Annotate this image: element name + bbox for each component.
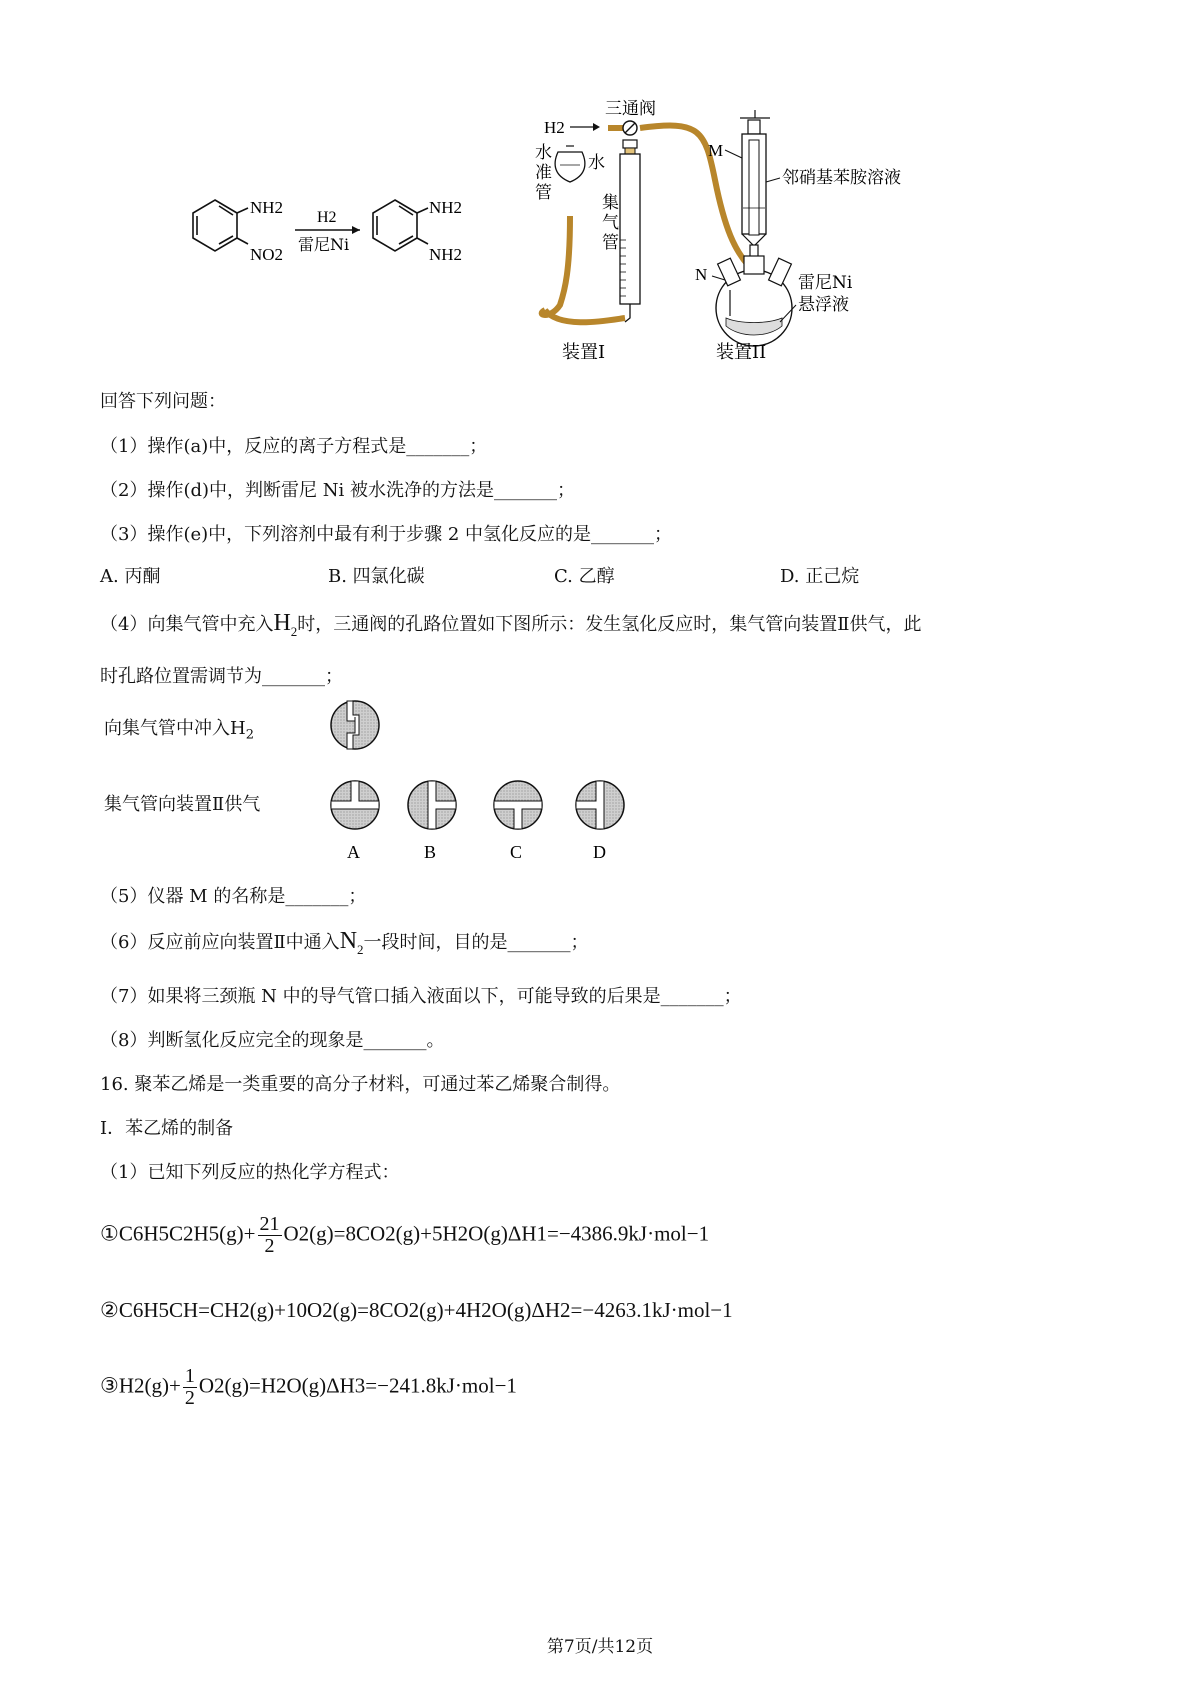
question-8: （8）判断氢化反应完全的现象是_______。 bbox=[100, 1030, 445, 1051]
device2-label: 装置II bbox=[716, 342, 767, 363]
reagent-h2: H2 bbox=[317, 209, 337, 226]
product-nh2-top: NH2 bbox=[429, 198, 463, 217]
eq1-number: ① bbox=[100, 1221, 119, 1246]
raney-label-1: 雷尼Ni bbox=[798, 273, 853, 293]
gas-tube-label-3: 管 bbox=[602, 233, 619, 253]
valve-label-c: C bbox=[510, 842, 523, 862]
m-label: M bbox=[708, 141, 724, 160]
sub-question-1: （1）已知下列反应的热化学方程式： bbox=[100, 1162, 400, 1183]
valve-row1-label: 向集气管中冲入$H_2$ bbox=[104, 718, 254, 743]
valve-label: 三通阀 bbox=[605, 99, 656, 119]
water-tube-label-2: 准 bbox=[535, 163, 552, 183]
equation-1 bbox=[100, 1214, 709, 1257]
part-1-heading: I．苯乙烯的制备 bbox=[100, 1118, 234, 1139]
valve-diagrams bbox=[320, 695, 650, 875]
product-nh2-bottom: NH2 bbox=[429, 245, 463, 264]
question-6 bbox=[100, 928, 589, 958]
valve-label-a: A bbox=[347, 842, 360, 862]
question-4 bbox=[100, 610, 922, 640]
reactant-benzene-ring bbox=[193, 200, 248, 251]
intro-text: 回答下列问题： bbox=[100, 391, 226, 412]
equation-2 bbox=[100, 1298, 733, 1323]
n-label: N bbox=[695, 265, 708, 284]
apparatus-diagram bbox=[530, 90, 950, 375]
product-benzene-ring bbox=[373, 200, 428, 251]
tubing-right bbox=[640, 126, 748, 265]
tubing-left bbox=[542, 216, 570, 315]
valve-label-d: D bbox=[593, 842, 606, 862]
page-footer: 第7页/共12页 bbox=[546, 1637, 654, 1657]
equation-3 bbox=[100, 1366, 517, 1409]
eq3-number: ③ bbox=[100, 1373, 119, 1398]
q6-part-b: 一段时间，目的是_______； bbox=[363, 932, 589, 953]
question-3: （3）操作(e)中，下列溶剂中最有利于步骤 2 中氢化反应的是_______； bbox=[100, 524, 673, 545]
question-1: （1）操作(a)中，反应的离子方程式是_______； bbox=[100, 436, 488, 457]
eq1-right: O2(g)=8CO2(g)+5H2O(g)ΔH1=−4386.9kJ·mol−1 bbox=[283, 1221, 710, 1246]
reactant-no2: NO2 bbox=[250, 245, 284, 264]
eq2-number: ② bbox=[100, 1298, 119, 1322]
valve-option-a bbox=[331, 781, 379, 829]
question-16: 16. 聚苯乙烯是一类重要的高分子材料，可通过苯乙烯聚合制得。 bbox=[100, 1074, 621, 1095]
gas-tube-label-2: 气 bbox=[602, 213, 619, 233]
q4-h2: $H_2$ bbox=[273, 610, 298, 639]
eq3-right: O2(g)=H2O(g)ΔH3=−241.8kJ·mol−1 bbox=[198, 1373, 517, 1398]
q4-part-b: 时，三通阀的孔路位置如下图所示：发生氢化反应时，集气管向装置Ⅱ供气，此 bbox=[297, 614, 922, 635]
valve-row2-label: 集气管向装置Ⅱ供气 bbox=[104, 794, 261, 815]
option-a: A. 丙酮 bbox=[100, 566, 161, 587]
question-2: （2）操作(d)中，判断雷尼 Ni 被水洗净的方法是_______； bbox=[100, 480, 575, 501]
valve-option-b bbox=[408, 781, 456, 829]
eq2-body: C6H5CH=CH2(g)+10O2(g)=8CO2(g)+4H2O(g)ΔH2=−4263.1kJ·mol−1 bbox=[118, 1298, 733, 1322]
eq3-fraction: $\frac{1}{2}$ bbox=[184, 1365, 195, 1409]
option-b: B. 四氯化碳 bbox=[328, 566, 425, 587]
water-tube-label-3: 管 bbox=[535, 183, 552, 203]
water-tube-label-1: 水 bbox=[535, 143, 552, 163]
q6-part-a: （6）反应前应向装置Ⅱ中通入 bbox=[100, 932, 340, 953]
water-bulb bbox=[555, 152, 585, 182]
question-4-cont: 时孔路位置需调节为_______； bbox=[100, 666, 343, 687]
eq3-left: H2(g)+ bbox=[118, 1373, 181, 1398]
raney-label-2: 悬浮液 bbox=[798, 295, 849, 315]
valve-current-state bbox=[331, 701, 379, 749]
gas-tube bbox=[620, 154, 640, 304]
q4-part-a: （4）向集气管中充入 bbox=[100, 614, 274, 635]
water-label: 水 bbox=[588, 153, 605, 173]
reagent-raney-ni: 雷尼Ni bbox=[298, 235, 350, 254]
eq1-fraction: $\frac{21}{2}$ bbox=[259, 1213, 280, 1257]
gas-tube-label-1: 集 bbox=[602, 193, 619, 213]
reaction-scheme bbox=[180, 180, 480, 280]
reactant-nh2: NH2 bbox=[250, 198, 284, 217]
eq1-left: C6H5C2H5(g)+ bbox=[118, 1221, 256, 1246]
h2-label: H2 bbox=[544, 118, 565, 137]
question-7: （7）如果将三颈瓶 N 中的导气管口插入液面以下，可能导致的后果是_______； bbox=[100, 986, 742, 1007]
m-solution-label: 邻硝基苯胺溶液 bbox=[782, 168, 901, 188]
q6-n2: $N_2$ bbox=[339, 928, 364, 957]
question-5: （5）仪器 M 的名称是_______； bbox=[100, 886, 367, 907]
valve-label-b: B bbox=[424, 842, 437, 862]
option-c: C. 乙醇 bbox=[554, 566, 615, 587]
option-d: D. 正己烷 bbox=[780, 566, 860, 587]
device1-label: 装置I bbox=[562, 342, 606, 363]
valve-option-c bbox=[494, 781, 542, 829]
valve-option-d bbox=[576, 781, 624, 829]
